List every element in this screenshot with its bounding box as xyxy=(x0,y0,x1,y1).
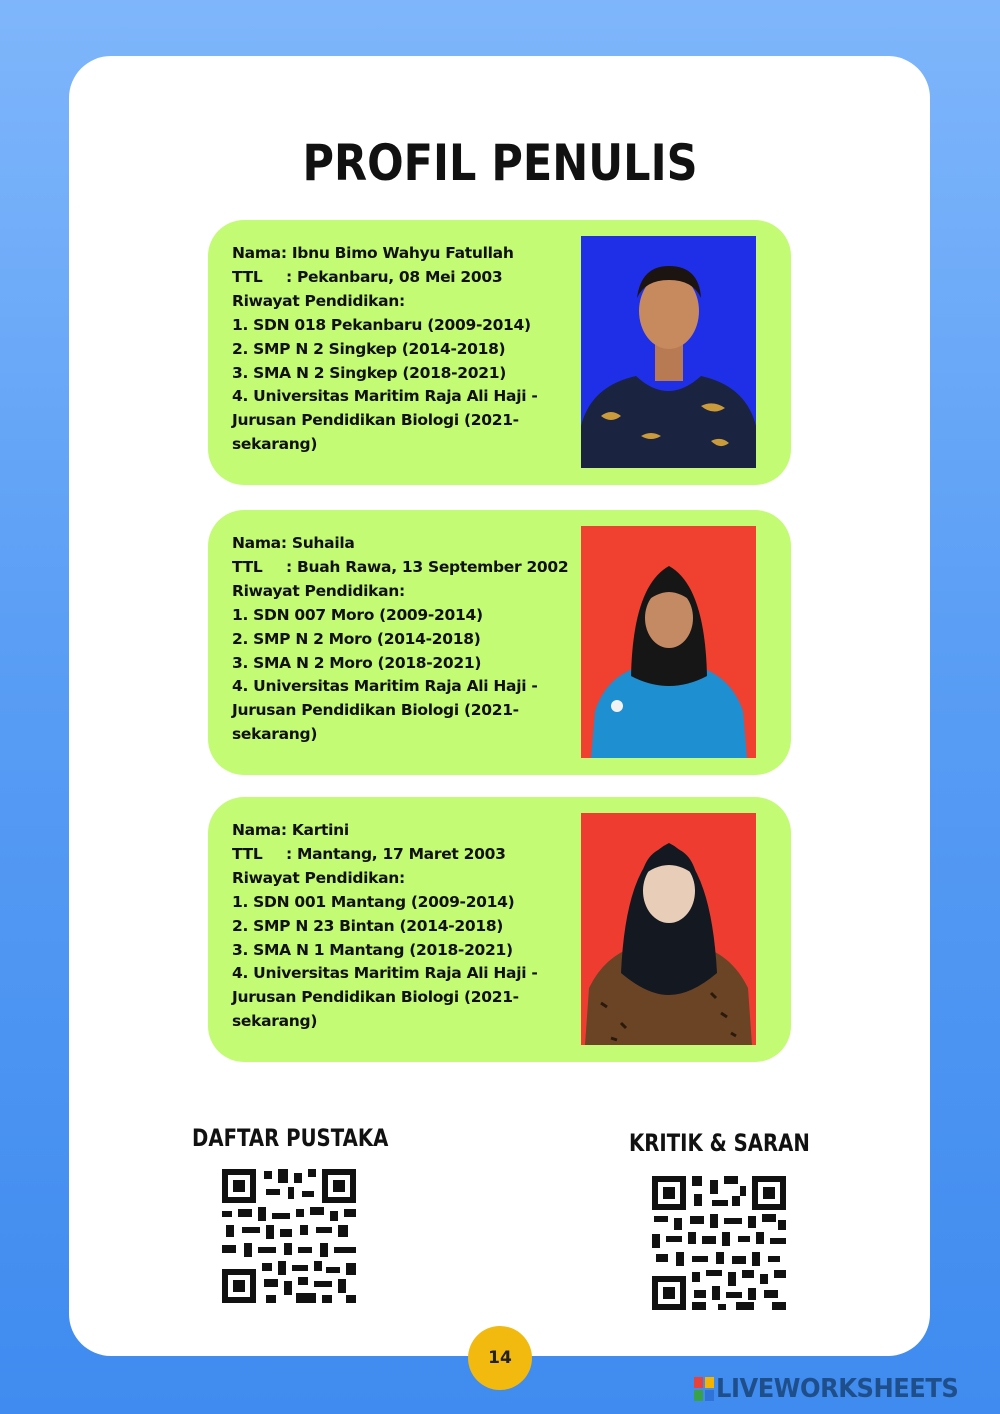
education-item: 4. Universitas Maritim Raja Ali Haji - Jurusan Pendidikan Biologi (2021-sekarang) xyxy=(232,677,538,744)
author-info xyxy=(232,532,582,747)
education-heading: Riwayat Pendidikan: xyxy=(232,581,405,600)
page-title: PROFIL PENULIS xyxy=(302,134,698,192)
page-number-badge: 14 xyxy=(468,1326,532,1390)
author-info xyxy=(232,819,582,1034)
feedback-qr-code[interactable] xyxy=(652,1176,786,1310)
education-item: 4. Universitas Maritim Raja Ali Haji - Jurusan Pendidikan Biologi (2021-sekarang) xyxy=(232,387,538,454)
education-heading: Riwayat Pendidikan: xyxy=(232,291,405,310)
author-photo xyxy=(581,813,756,1045)
education-item: 4. Universitas Maritim Raja Ali Haji - Jurusan Pendidikan Biologi (2021-sekarang) xyxy=(232,964,538,1031)
author-card-3 xyxy=(208,797,791,1062)
brand-name: LIVEWORKSHEETS xyxy=(716,1374,959,1404)
education-item: 2. SMP N 2 Singkep (2014-2018) xyxy=(232,339,506,358)
education-item: 3. SMA N 2 Singkep (2018-2021) xyxy=(232,363,506,382)
author-photo xyxy=(581,526,756,758)
education-heading: Riwayat Pendidikan: xyxy=(232,868,405,887)
author-ttl: TTL : Pekanbaru, 08 Mei 2003 xyxy=(232,267,503,286)
author-name: Nama: Suhaila xyxy=(232,534,355,552)
education-item: 2. SMP N 23 Bintan (2014-2018) xyxy=(232,916,504,935)
author-ttl: TTL : Buah Rawa, 13 September 2002 xyxy=(232,557,569,576)
education-item: 3. SMA N 1 Mantang (2018-2021) xyxy=(232,940,513,959)
references-qr-code[interactable] xyxy=(222,1169,356,1303)
author-ttl: TTL : Mantang, 17 Maret 2003 xyxy=(232,844,506,863)
liveworksheets-brand xyxy=(694,1374,977,1404)
author-name: Nama: Kartini xyxy=(232,821,349,839)
education-item: 2. SMP N 2 Moro (2014-2018) xyxy=(232,629,481,648)
references-title: DAFTAR PUSTAKA xyxy=(192,1124,389,1152)
education-item: 1. SDN 018 Pekanbaru (2009-2014) xyxy=(232,315,531,334)
education-item: 1. SDN 001 Mantang (2009-2014) xyxy=(232,892,515,911)
feedback-title: KRITIK & SARAN xyxy=(629,1129,810,1157)
liveworksheets-logo-icon xyxy=(694,1377,714,1401)
author-info xyxy=(232,242,582,457)
author-name: Nama: Ibnu Bimo Wahyu Fatullah xyxy=(232,244,514,262)
author-photo xyxy=(581,236,756,468)
education-item: 3. SMA N 2 Moro (2018-2021) xyxy=(232,653,482,672)
education-item: 1. SDN 007 Moro (2009-2014) xyxy=(232,605,483,624)
author-card-2 xyxy=(208,510,791,775)
author-card-1 xyxy=(208,220,791,485)
